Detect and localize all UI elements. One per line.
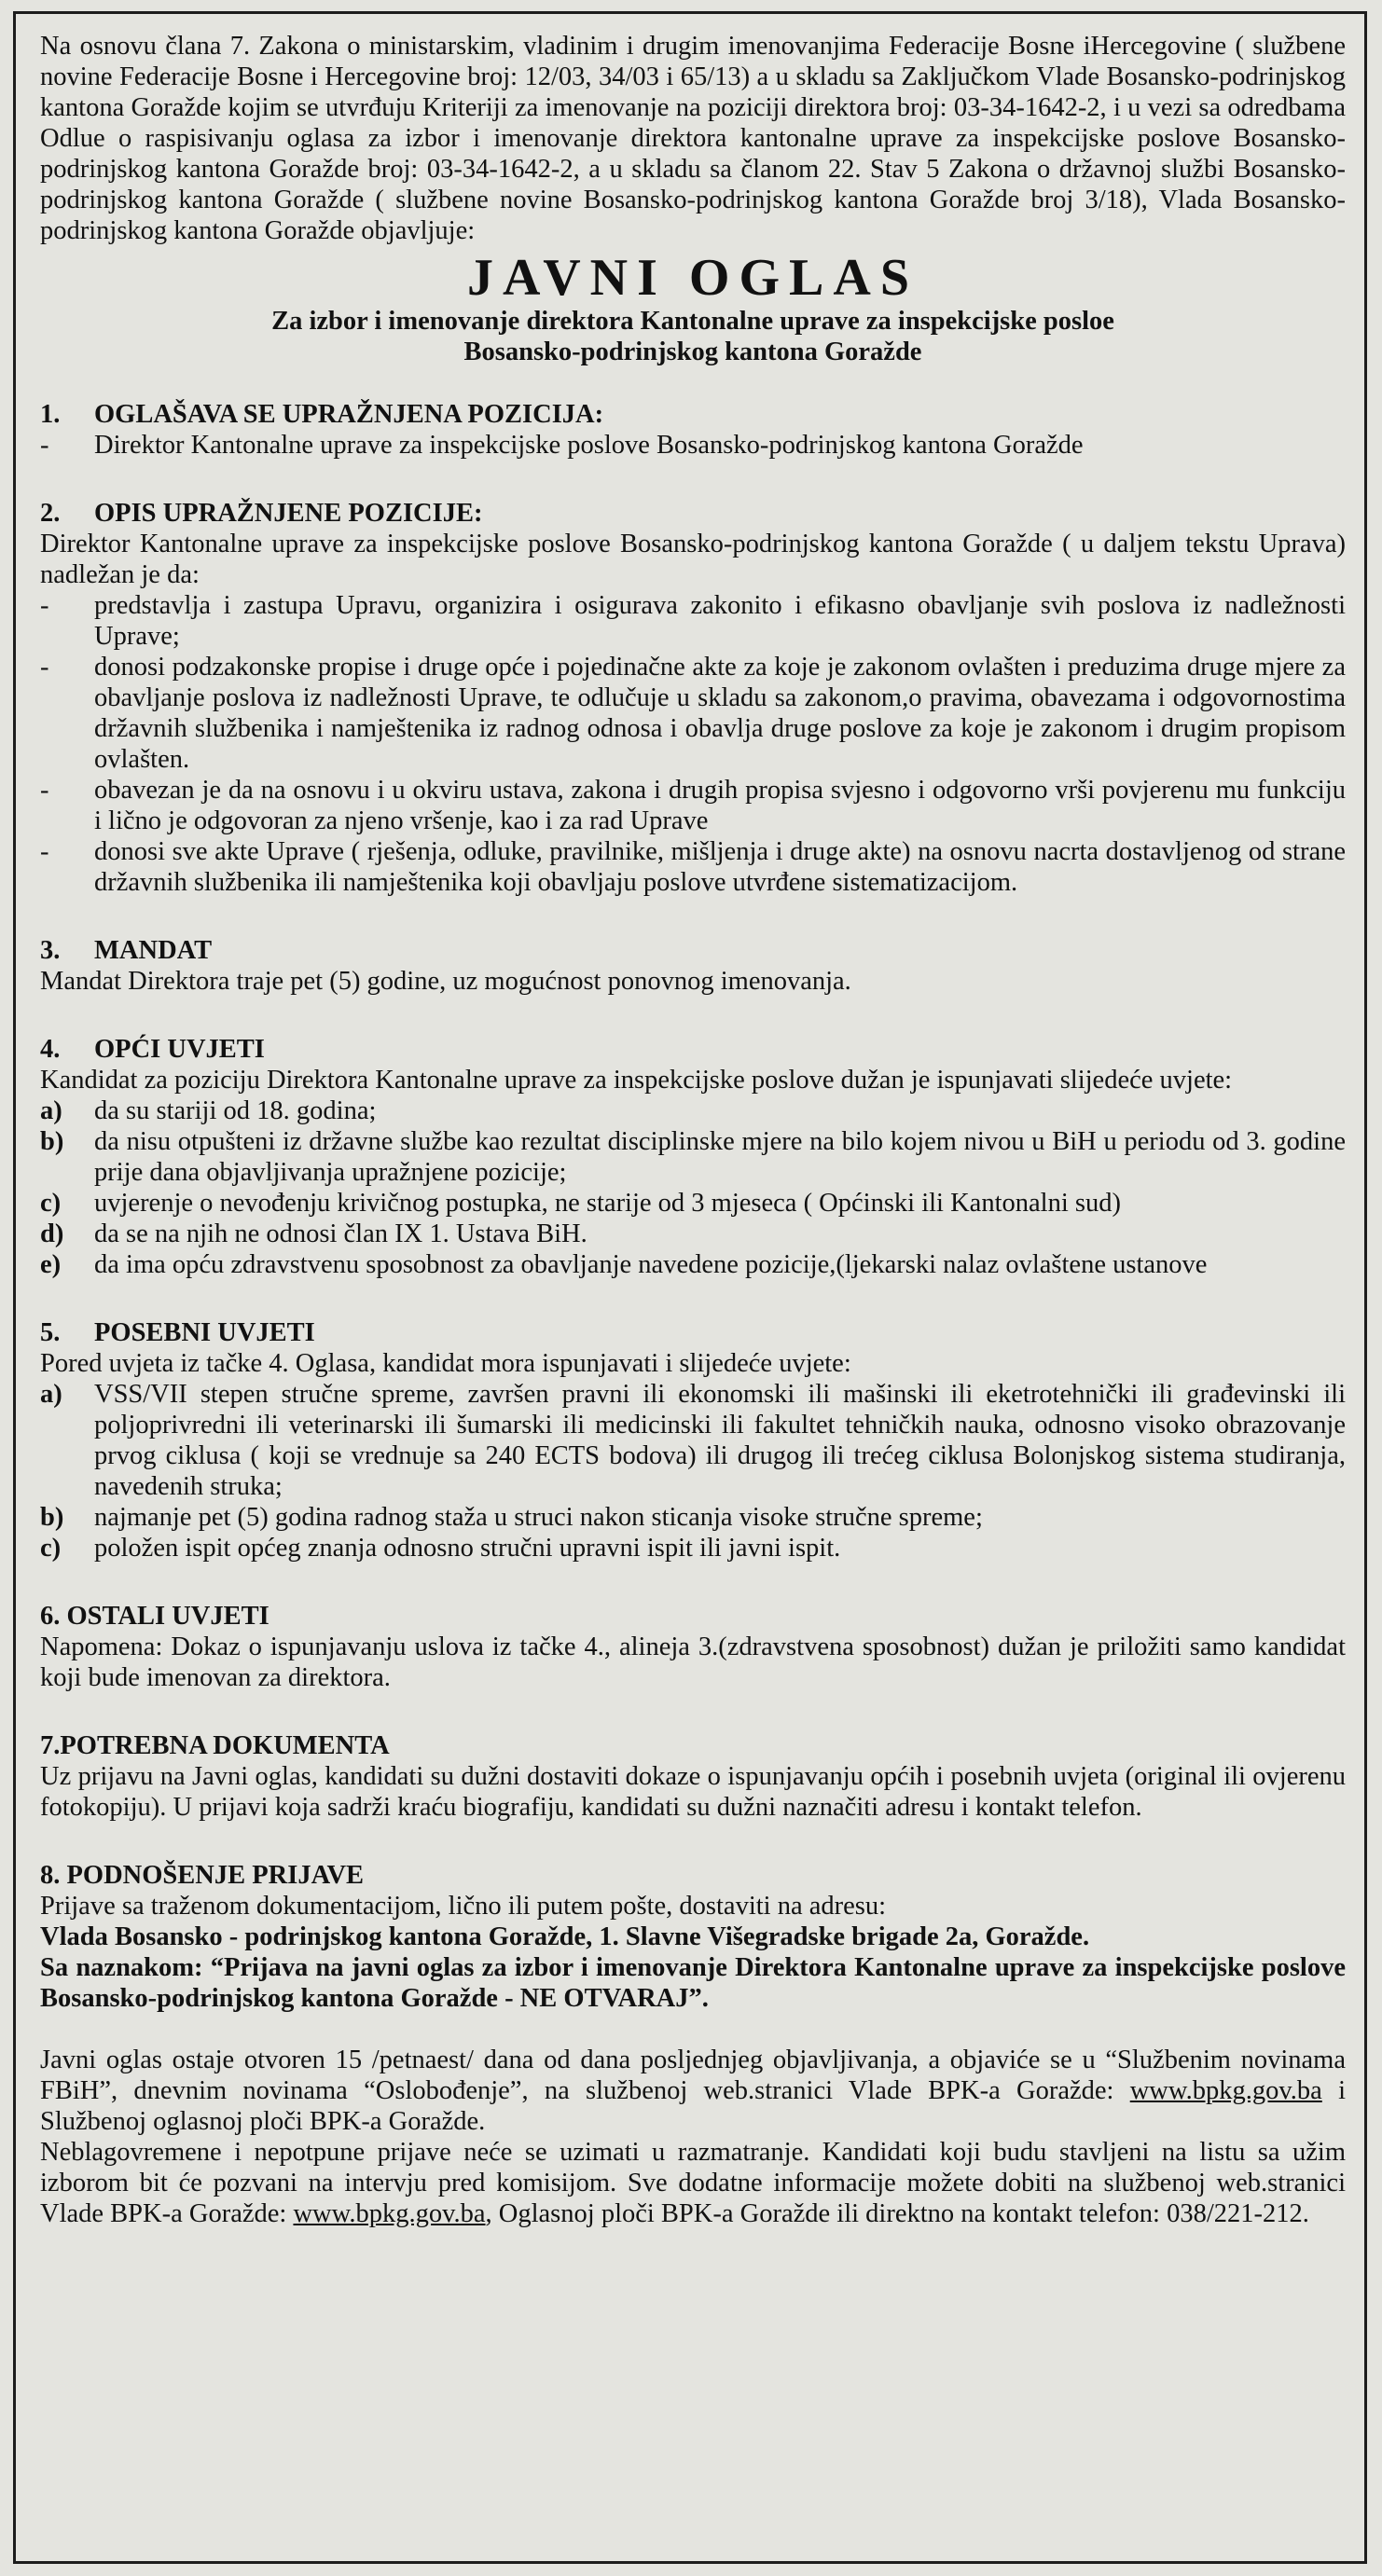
list-item-text: Direktor Kantonalne uprave za inspekcijske poslove Bosansko-podrinjskog kantona Goražde bbox=[94, 431, 1084, 460]
closing-paragraph bbox=[40, 2137, 1346, 2229]
website-link[interactable]: www.bpkg.gov.ba bbox=[1129, 2076, 1322, 2105]
section-heading bbox=[40, 1034, 1346, 1065]
section-1 bbox=[40, 399, 1346, 461]
section-title: MANDAT bbox=[94, 936, 213, 965]
bullet-dash: - bbox=[40, 776, 49, 805]
section-6 bbox=[40, 1601, 1346, 1693]
list-item-text: uvjerenje o nevođenju krivičnog postupka, ne starije od 3 mjeseca ( Općinski ili Kantonalni sud) bbox=[94, 1189, 1121, 1218]
list-item bbox=[40, 836, 1346, 898]
website-link[interactable]: www.bpkg.gov.ba bbox=[293, 2199, 486, 2228]
section-lead: Kandidat za poziciju Direktora Kantonalne uprave za inspekcijske poslove dužan je ispunjavati slijedeće uvjete: bbox=[40, 1066, 1233, 1095]
section-3 bbox=[40, 935, 1346, 997]
section-5 bbox=[40, 1317, 1346, 1564]
submission-address: Vlada Bosansko - podrinjskog kantona Goražde, 1. Slavne Višegradske brigade 2a, Goražde. bbox=[40, 1922, 1090, 1951]
bullet-dash: - bbox=[40, 591, 49, 620]
section-title: 6. OSTALI UVJETI bbox=[40, 1602, 269, 1631]
list-item-text: da se na njih ne odnosi član IX 1. Ustava BiH. bbox=[94, 1219, 587, 1248]
list-letter: e) bbox=[40, 1250, 62, 1279]
paragraph-text: , Oglasnoj ploči BPK-a Goražde ili direktno na kontakt telefon: 038/221-212. bbox=[485, 2199, 1309, 2228]
list-item-text: donosi podzakonske propise i druge opće i pojedinačne akte za koje je zakonom ovlašten i preduzima druge mjere za obavljanje poslova iz nadležnosti Uprave, te odlučuje u skladu sa zakonom,o pravima, obavezama i odgovornostima državnih službenika i namještenika iz radnog odnosa i obavlja druge poslove za koje je zakonom i drugim propisom ovlašten. bbox=[94, 653, 1346, 774]
section-lead: Direktor Kantonalne uprave za inspekcijske poslove Bosansko-podrinjskog kantona Goražde ( u daljem tekstu Uprava) nadležan je da: bbox=[40, 530, 1346, 589]
list-item bbox=[40, 1533, 1346, 1564]
list-item bbox=[40, 1126, 1346, 1188]
list-item-text: da ima opću zdravstvenu sposobnost za obavljanje navedene pozicije,(ljekarski nalaz ovlaštene ustanove bbox=[94, 1250, 1208, 1279]
list-item-text: položen ispit općeg znanja odnosno stručni upravni ispit ili javni ispit. bbox=[94, 1534, 841, 1563]
section-number: 4. bbox=[40, 1035, 61, 1064]
list-item bbox=[40, 1249, 1346, 1280]
submission-instructions: Prijave sa traženom dokumentacijom, lično ili putem pošte, dostaviti na adresu: bbox=[40, 1892, 887, 1921]
list-item-text: da nisu otpušteni iz državne službe kao rezultat disciplinske mjere na bilo kojem nivou u BiH u periodu od 3. godine prije dana objavljivanja upražnjene pozicije; bbox=[94, 1127, 1346, 1187]
list-item bbox=[40, 775, 1346, 836]
bullet-dash: - bbox=[40, 431, 49, 460]
list-item bbox=[40, 430, 1346, 461]
bullet-dash: - bbox=[40, 653, 49, 682]
list-letter: a) bbox=[40, 1096, 62, 1125]
list-item-text: obavezan je da na osnovu i u okviru ustava, zakona i drugih propisa svjesno i odgovorno vrši povjerenu mu funkciju i lično je odgovoran za njeno vršenje, kao i za rad Uprave bbox=[94, 776, 1346, 835]
bullet-dash: - bbox=[40, 837, 49, 866]
publication-paragraph bbox=[40, 2045, 1346, 2137]
list-item bbox=[40, 652, 1346, 775]
section-8 bbox=[40, 1860, 1346, 2229]
section-title: 7.POTREBNA DOKUMENTA bbox=[40, 1731, 390, 1760]
list-item bbox=[40, 1219, 1346, 1249]
list-letter: d) bbox=[40, 1219, 64, 1248]
section-7 bbox=[40, 1730, 1346, 1823]
list-item bbox=[40, 590, 1346, 652]
section-2 bbox=[40, 498, 1346, 898]
section-heading bbox=[40, 498, 1346, 529]
intro-paragraph: Na osnovu člana 7. Zakona o ministarskim, vladinim i drugim imenovanjima Federacije Bosne iHercegovine ( službene novine Federacije Bosne i Hercegovine broj: 12/03, 34/03 i 65/13) a u skladu sa Zaključkom Vlade Bosansko-podrinjskog kantona Goražde kojim se utvrđuju Kriteriji za imenovanje na poziciji direktora broj: 03-34-1642-2, i u vezi sa odredbama Odlue o raspisivanju oglasa za izbor i imenovanje direktora kantonalne uprave za inspekcijske poslove Bosansko-podrinjskog kantona Goražde broj: 03-34-1642-2, a u skladu sa članom 22. Stav 5 Zakona o državnoj službi Bosansko-podrinjskog kantona Goražde ( službene novine Bosansko-podrinjskog kantona Goražde broj 3/18), Vlada Bosansko-podrinjskog kantona Goražde objavljuje: bbox=[40, 32, 1346, 245]
section-4 bbox=[40, 1034, 1346, 1280]
list-item bbox=[40, 1502, 1346, 1533]
section-heading bbox=[40, 399, 1346, 430]
list-item bbox=[40, 1379, 1346, 1502]
section-number: 2. bbox=[40, 499, 61, 528]
list-item-text: najmanje pet (5) godina radnog staža u struci nakon sticanja visoke stručne spreme; bbox=[94, 1503, 983, 1532]
section-lead: Pored uvjeta iz tačke 4. Oglasa, kandidat mora ispunjavati i slijedeće uvjete: bbox=[40, 1349, 851, 1378]
list-item bbox=[40, 1188, 1346, 1219]
section-number: 1. bbox=[40, 400, 61, 429]
notice-subtitle-line-2: Bosansko-podrinjskog kantona Goražde bbox=[463, 337, 922, 366]
section-text: Mandat Direktora traje pet (5) godine, uz mogućnost ponovnog imenovanja. bbox=[40, 967, 851, 996]
section-number: 5. bbox=[40, 1318, 61, 1347]
paragraph-text: i Službenoj oglasnoj ploči BPK-a Goražde. bbox=[40, 2076, 1346, 2136]
list-letter: a) bbox=[40, 1380, 62, 1409]
public-notice-box bbox=[13, 11, 1367, 2564]
list-letter: c) bbox=[40, 1189, 62, 1218]
section-number: 3. bbox=[40, 936, 61, 965]
paragraph-text: Javni oglas ostaje otvoren 15 /petnaest/ dana od dana posljednjeg objavljivanja, a objaviće se u “Službenim novinama FBiH”, dnevnim novinama “Oslobođenje”, na službenoj web.stranici Vlade BPK-a Goražde: bbox=[40, 2046, 1346, 2105]
section-text: Napomena: Dokaz o ispunjavanju uslova iz tačke 4., alineja 3.(zdravstvena sposobnost) dužan je priložiti samo kandidat koji bude imenovan za direktora. bbox=[40, 1632, 1346, 1692]
list-letter: b) bbox=[40, 1127, 64, 1156]
section-title: OPĆI UVJETI bbox=[94, 1035, 265, 1064]
list-item-text: da su stariji od 18. godina; bbox=[94, 1096, 377, 1125]
section-heading bbox=[40, 935, 1346, 966]
list-item-text: predstavlja i zastupa Upravu, organizira i osigurava zakonito i efikasno obavljanje svih poslova iz nadležnosti Uprave; bbox=[94, 591, 1346, 651]
section-heading bbox=[40, 1317, 1346, 1348]
list-item bbox=[40, 1095, 1346, 1126]
envelope-marking: Sa naznakom: “Prijava na javni oglas za izbor i imenovanje Direktora Kantonalne uprave za inspekcijske poslove Bosansko-podrinjskog kantona Goražde - NE OTVARAJ”. bbox=[40, 1953, 1346, 2013]
notice-title: JAVNI OGLAS bbox=[467, 249, 919, 307]
section-title: OGLAŠAVA SE UPRAŽNJENA POZICIJA: bbox=[94, 400, 604, 429]
notice-subtitle-line-1: Za izbor i imenovanje direktora Kantonalne uprave za inspekcijske posloe bbox=[271, 307, 1114, 336]
section-title: POSEBNI UVJETI bbox=[94, 1318, 315, 1347]
list-item-text: VSS/VII stepen stručne spreme, završen pravni ili ekonomski ili mašinski ili eketrotehnički ili građevinski ili poljoprivredni ili veterinarski ili šumarski ili medicinski ili fakultet tehničkih nauka, odnosno visoko obrazovanje prvog ciklusa ( koji se vrednuje sa 240 ECTS bodova) ili drugog ili trećeg ciklusa Bolonjskog sistema studiranja, navedenih struka; bbox=[94, 1380, 1346, 1501]
section-text: Uz prijavu na Javni oglas, kandidati su dužni dostaviti dokaze o ispunjavanju općih i posebnih uvjeta (original ili ovjerenu fotokopiju). U prijavi koja sadrži kraću biografiju, kandidati su dužni naznačiti adresu i kontakt telefon. bbox=[40, 1762, 1346, 1822]
list-letter: b) bbox=[40, 1503, 64, 1532]
list-item-text: donosi sve akte Uprave ( rješenja, odluke, pravilnike, mišljenja i druge akte) na osnovu nacrta dostavljenog od strane državnih službenika ili namještenika koji obavljaju poslove utvrđene sistematizacijom. bbox=[94, 837, 1346, 897]
list-letter: c) bbox=[40, 1534, 62, 1563]
paragraph-text: Neblagovremene i nepotpune prijave neće se uzimati u razmatranje. Kandidati koji budu stavljeni na listu sa užim izborom bit će pozvani na intervju pred komisijom. Sve dodatne informacije možete dobiti na službenoj web.stranici Vlade BPK-a Goražde: bbox=[40, 2138, 1346, 2228]
section-title: 8. PODNOŠENJE PRIJAVE bbox=[40, 1861, 365, 1890]
section-title: OPIS UPRAŽNJENE POZICIJE: bbox=[94, 499, 483, 528]
